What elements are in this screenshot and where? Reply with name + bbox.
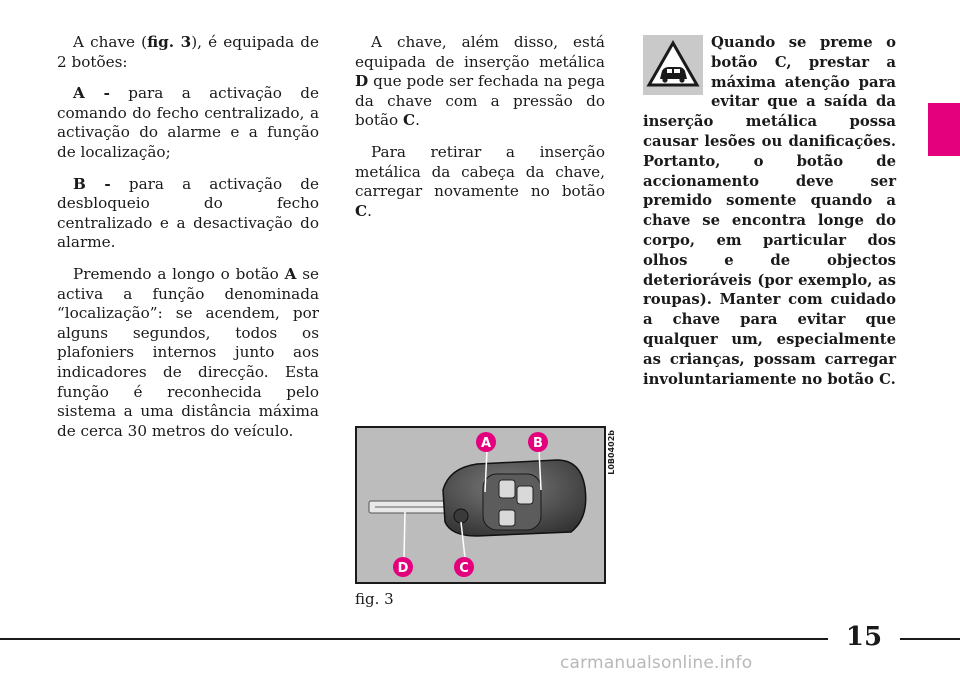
paragraph-remove-insert: Para retirar a inserção metálica da cabeça da chave, carregar novamente no botão C. [355,142,605,220]
label-a: A [480,436,492,451]
paragraph-localization: Premendo a longo o botão A se activa a função denominada “localização”: se acendem, por alguns segundos, todos os plafoniers internos junto aos indicadores de direcção. Esta função é reconhecida pelo sistema a uma distância máxima de cerca 30 metros do veículo. [57,264,319,440]
warning-text: Quando se preme o botão C, prestar a máxima atenção para evitar que a saída da inserção metálica possa causar lesões ou danificações. Portanto, o botão de accionamento deve ser premido somente quando a chave se encontra longe do corpo, em particular dos olhos e de objectos deterioráveis (por exemplo, as roupas). Manter com cuidado a chave para evitar que qualquer um, especialmente as crianças, possam carregar involuntariamente no botão C. [643,34,896,388]
paragraph-button-a: A - para a activação de comando do fecho centralizado, a activação do alarme e a função de localização; [57,84,320,161]
watermark: carmanualsonline.info [560,653,753,673]
car-warning-icon [643,35,703,95]
text-column-2 [355,33,605,233]
section-tab [928,103,960,156]
footer-rule-left [0,638,828,640]
paragraph-intro: A chave (fig. 3), é equipada de 2 botões: [57,33,319,71]
key-figure [355,426,606,584]
figure-caption: fig. 3 [355,590,394,608]
figure-code: L0B0402b [607,430,616,475]
button-a [499,480,515,498]
button-c [454,509,468,523]
text-column-1 [57,33,319,453]
paragraph-metal-insert: A chave, além disso, está equipada de inserção metálica D que pode ser fechada na pega da chave com a pressão do botão C. [355,33,605,130]
label-d: D [397,561,409,576]
label-b: B [533,436,543,451]
button-b [517,486,533,504]
warning-column [643,33,896,389]
paragraph-button-b: B - para a activação de desbloqueio do fecho centralizado e a desactivação do alarme. [57,174,319,252]
footer-rule-right [900,638,960,640]
page-number: 15 [845,622,883,652]
label-c: C [459,561,469,576]
